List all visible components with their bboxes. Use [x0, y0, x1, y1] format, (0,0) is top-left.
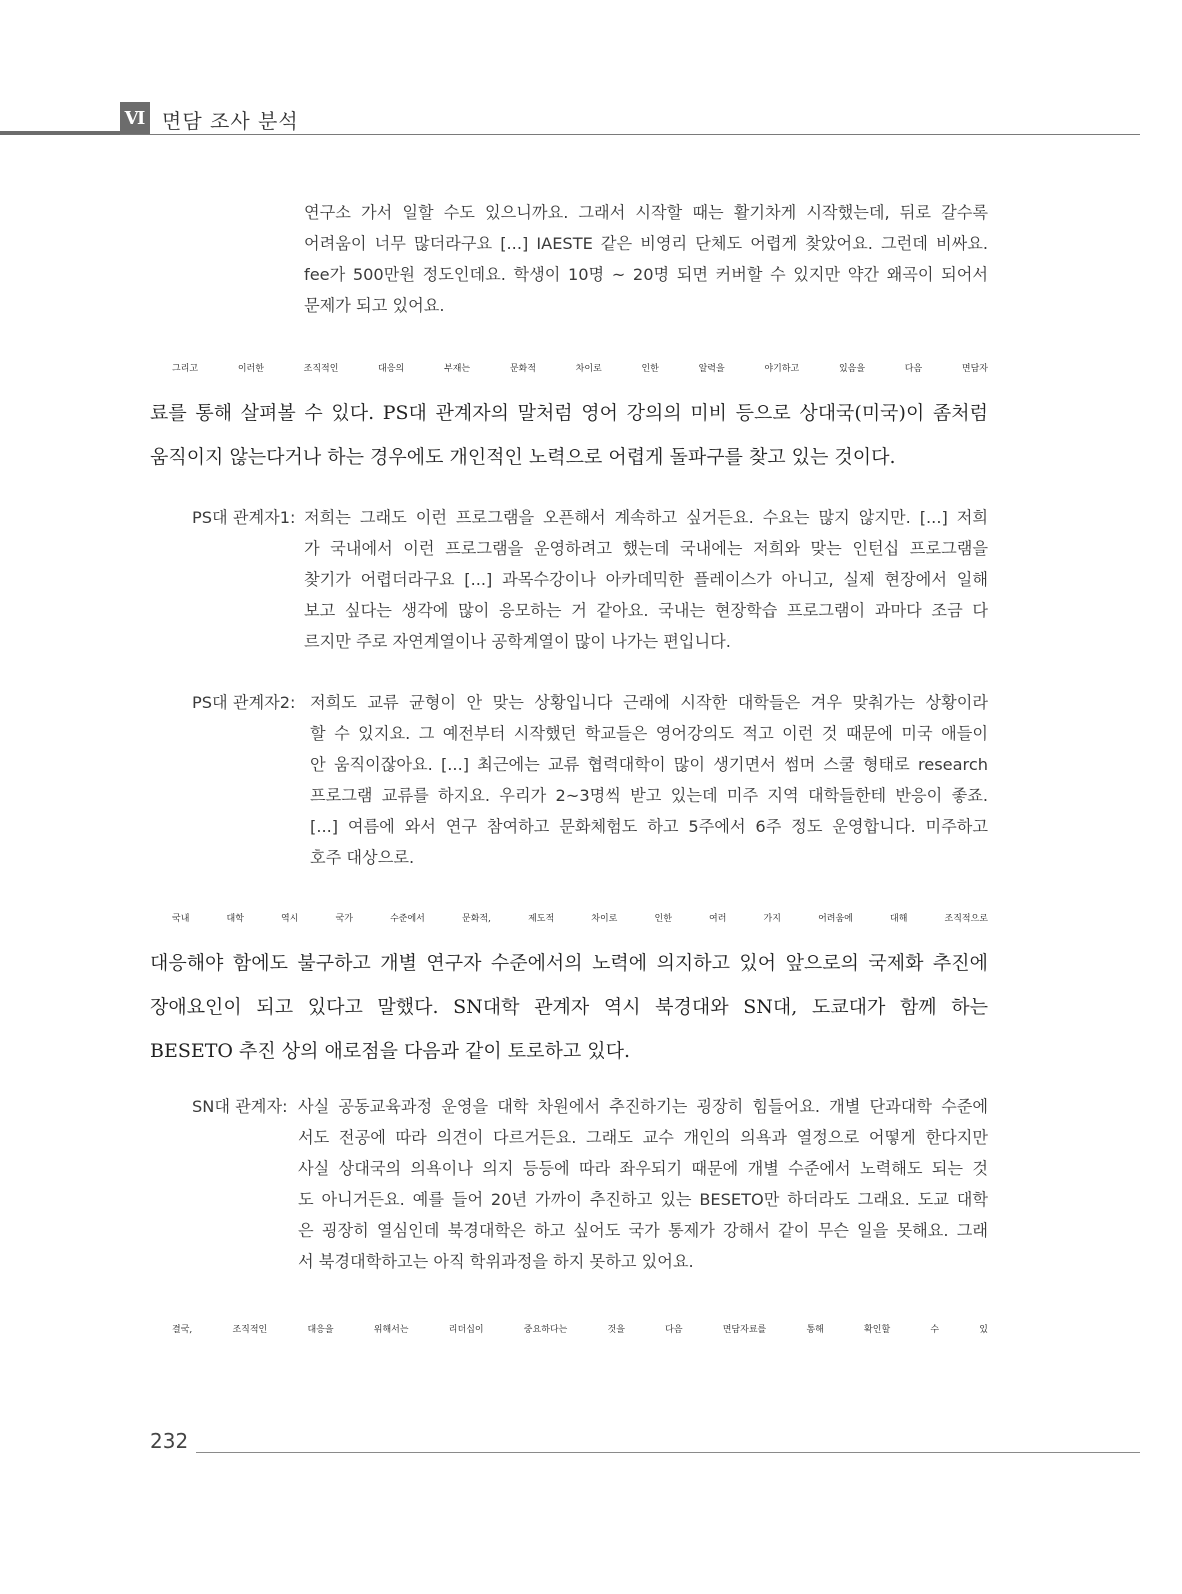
- footer-rule: [196, 1452, 1140, 1453]
- paragraph-line: BESETO 추진 상의 애로점을 다음과 같이 토로하고 있다.: [150, 1040, 631, 1062]
- quote-line: 은 굉장히 열심인데 북경대학은 하고 싶어도 국가 통제가 강해서 같이 무슨 일을 못해요. 그래: [298, 1221, 988, 1240]
- chapter-number-badge: Ⅵ: [120, 102, 150, 134]
- interview-quote-2: [304, 502, 988, 657]
- quote-line: 저희는 그래도 이런 프로그램을 오픈해서 계속하고 싶거든요. 수요는 많지 않지만. [...] 저희: [304, 508, 988, 527]
- quote-line: 사실 상대국의 의욕이나 의지 등등에 따라 좌우되기 때문에 개별 수준에서 노력해도 되는 것: [298, 1159, 988, 1178]
- interview-quote-4: [298, 1091, 988, 1277]
- quote-line: 프로그램 교류를 하지요. 우리가 2~3명씩 받고 있는데 미주 지역 대학들한테 반응이 좋죠.: [310, 786, 988, 805]
- paragraph-line: 결국, 조직적인 대응을 위해서는 리더십이 중요하다는 것을 다음 면담자료를 통해 확인할 수 있: [172, 1325, 988, 1335]
- quote-line: 문제가 되고 있어요.: [304, 296, 445, 315]
- quote-line: 어려움이 너무 많더라구요 [...] IAESTE 같은 비영리 단체도 어렵게 찾았어요. 그런데 비싸요.: [304, 234, 988, 253]
- quote-line: 할 수 있지요. 그 예전부터 시작했던 학교들은 영어강의도 적고 이런 것 때문에 미국 애들이: [310, 724, 988, 743]
- quote-line: 저희도 교류 균형이 안 맞는 상황입니다 근래에 시작한 대학들은 겨우 맞춰가는 상황이라: [310, 693, 988, 712]
- body-paragraph-3: [150, 1308, 988, 1352]
- interview-quote-1: [304, 197, 988, 321]
- quote-line: 도 아니거든요. 예를 들어 20년 가까이 추진하고 있는 BESETO만 하더라도 그래요. 도교 대학: [298, 1190, 988, 1209]
- quote-line: [...] 여름에 와서 연구 참여하고 문화체험도 하고 5주에서 6주 정도 운영합니다. 미주하고: [310, 817, 988, 836]
- header-rule: [0, 134, 1140, 135]
- paragraph-line: 국내 대학 역시 국가 수준에서 문화적, 제도적 차이로 인한 여러 가지 어려움에 대해 조직적으로: [172, 914, 988, 924]
- quote-line: 르지만 주로 자연계열이나 공학계열이 많이 나가는 편입니다.: [304, 632, 731, 651]
- speaker-label: PS대 관계자1:: [192, 508, 296, 527]
- interview-quote-3: [310, 687, 988, 873]
- quote-line: 서 북경대학하고는 아직 학위과정을 하지 못하고 있어요.: [298, 1252, 694, 1271]
- body-paragraph-2: [150, 897, 988, 1073]
- body-paragraph-1: [150, 347, 988, 479]
- quote-line: 안 움직이잖아요. [...] 최근에는 교류 협력대학이 많이 생기면서 썸머 스쿨 형태로 research: [310, 755, 988, 774]
- paragraph-line: 대응해야 함에도 불구하고 개별 연구자 수준에서의 노력에 의지하고 있어 앞으로의 국제화 추진에: [150, 952, 988, 974]
- quote-line: 가 국내에서 이런 프로그램을 운영하려고 했는데 국내에는 저희와 맞는 인턴십 프로그램을: [304, 539, 988, 558]
- header-rule-accent: [0, 131, 120, 135]
- quote-line: fee가 500만원 정도인데요. 학생이 10명 ~ 20명 되면 커버할 수 있지만 약간 왜곡이 되어서: [304, 265, 988, 284]
- quote-line: 보고 싶다는 생각에 많이 응모하는 거 같아요. 국내는 현장학습 프로그램이 과마다 조금 다: [304, 601, 988, 620]
- speaker-label: PS대 관계자2:: [192, 693, 296, 712]
- paragraph-line: 움직이지 않는다거나 하는 경우에도 개인적인 노력으로 어렵게 돌파구를 찾고 있는 것이다.: [150, 446, 896, 468]
- speaker-label: SN대 관계자:: [192, 1097, 288, 1116]
- paragraph-line: 료를 통해 살펴볼 수 있다. PS대 관계자의 말처럼 영어 강의의 미비 등으로 상대국(미국)이 좀처럼: [150, 402, 988, 424]
- quote-line: 연구소 가서 일할 수도 있으니까요. 그래서 시작할 때는 활기차게 시작했는데, 뒤로 갈수록: [304, 203, 988, 222]
- quote-line: 사실 공동교육과정 운영을 대학 차원에서 추진하기는 굉장히 힘들어요. 개별 단과대학 수준에: [298, 1097, 988, 1116]
- chapter-title: 면담 조사 분석: [162, 109, 299, 133]
- paragraph-line: 장애요인이 되고 있다고 말했다. SN대학 관계자 역시 북경대와 SN대, 도쿄대가 함께 하는: [150, 996, 988, 1018]
- quote-line: 서도 전공에 따라 의견이 다르거든요. 그래도 교수 개인의 의욕과 열정으로 어떻게 한다지만: [298, 1128, 988, 1147]
- quote-line: 호주 대상으로.: [310, 848, 415, 867]
- paragraph-line: 그리고 이러한 조직적인 대응의 부재는 문화적 차이로 인한 알력을 야기하고 있음을 다음 면담자: [172, 364, 988, 374]
- page-number: 232: [150, 1429, 189, 1453]
- quote-line: 찾기가 어렵더라구요 [...] 과목수강이나 아카데믹한 플레이스가 아니고, 실제 현장에서 일해: [304, 570, 988, 589]
